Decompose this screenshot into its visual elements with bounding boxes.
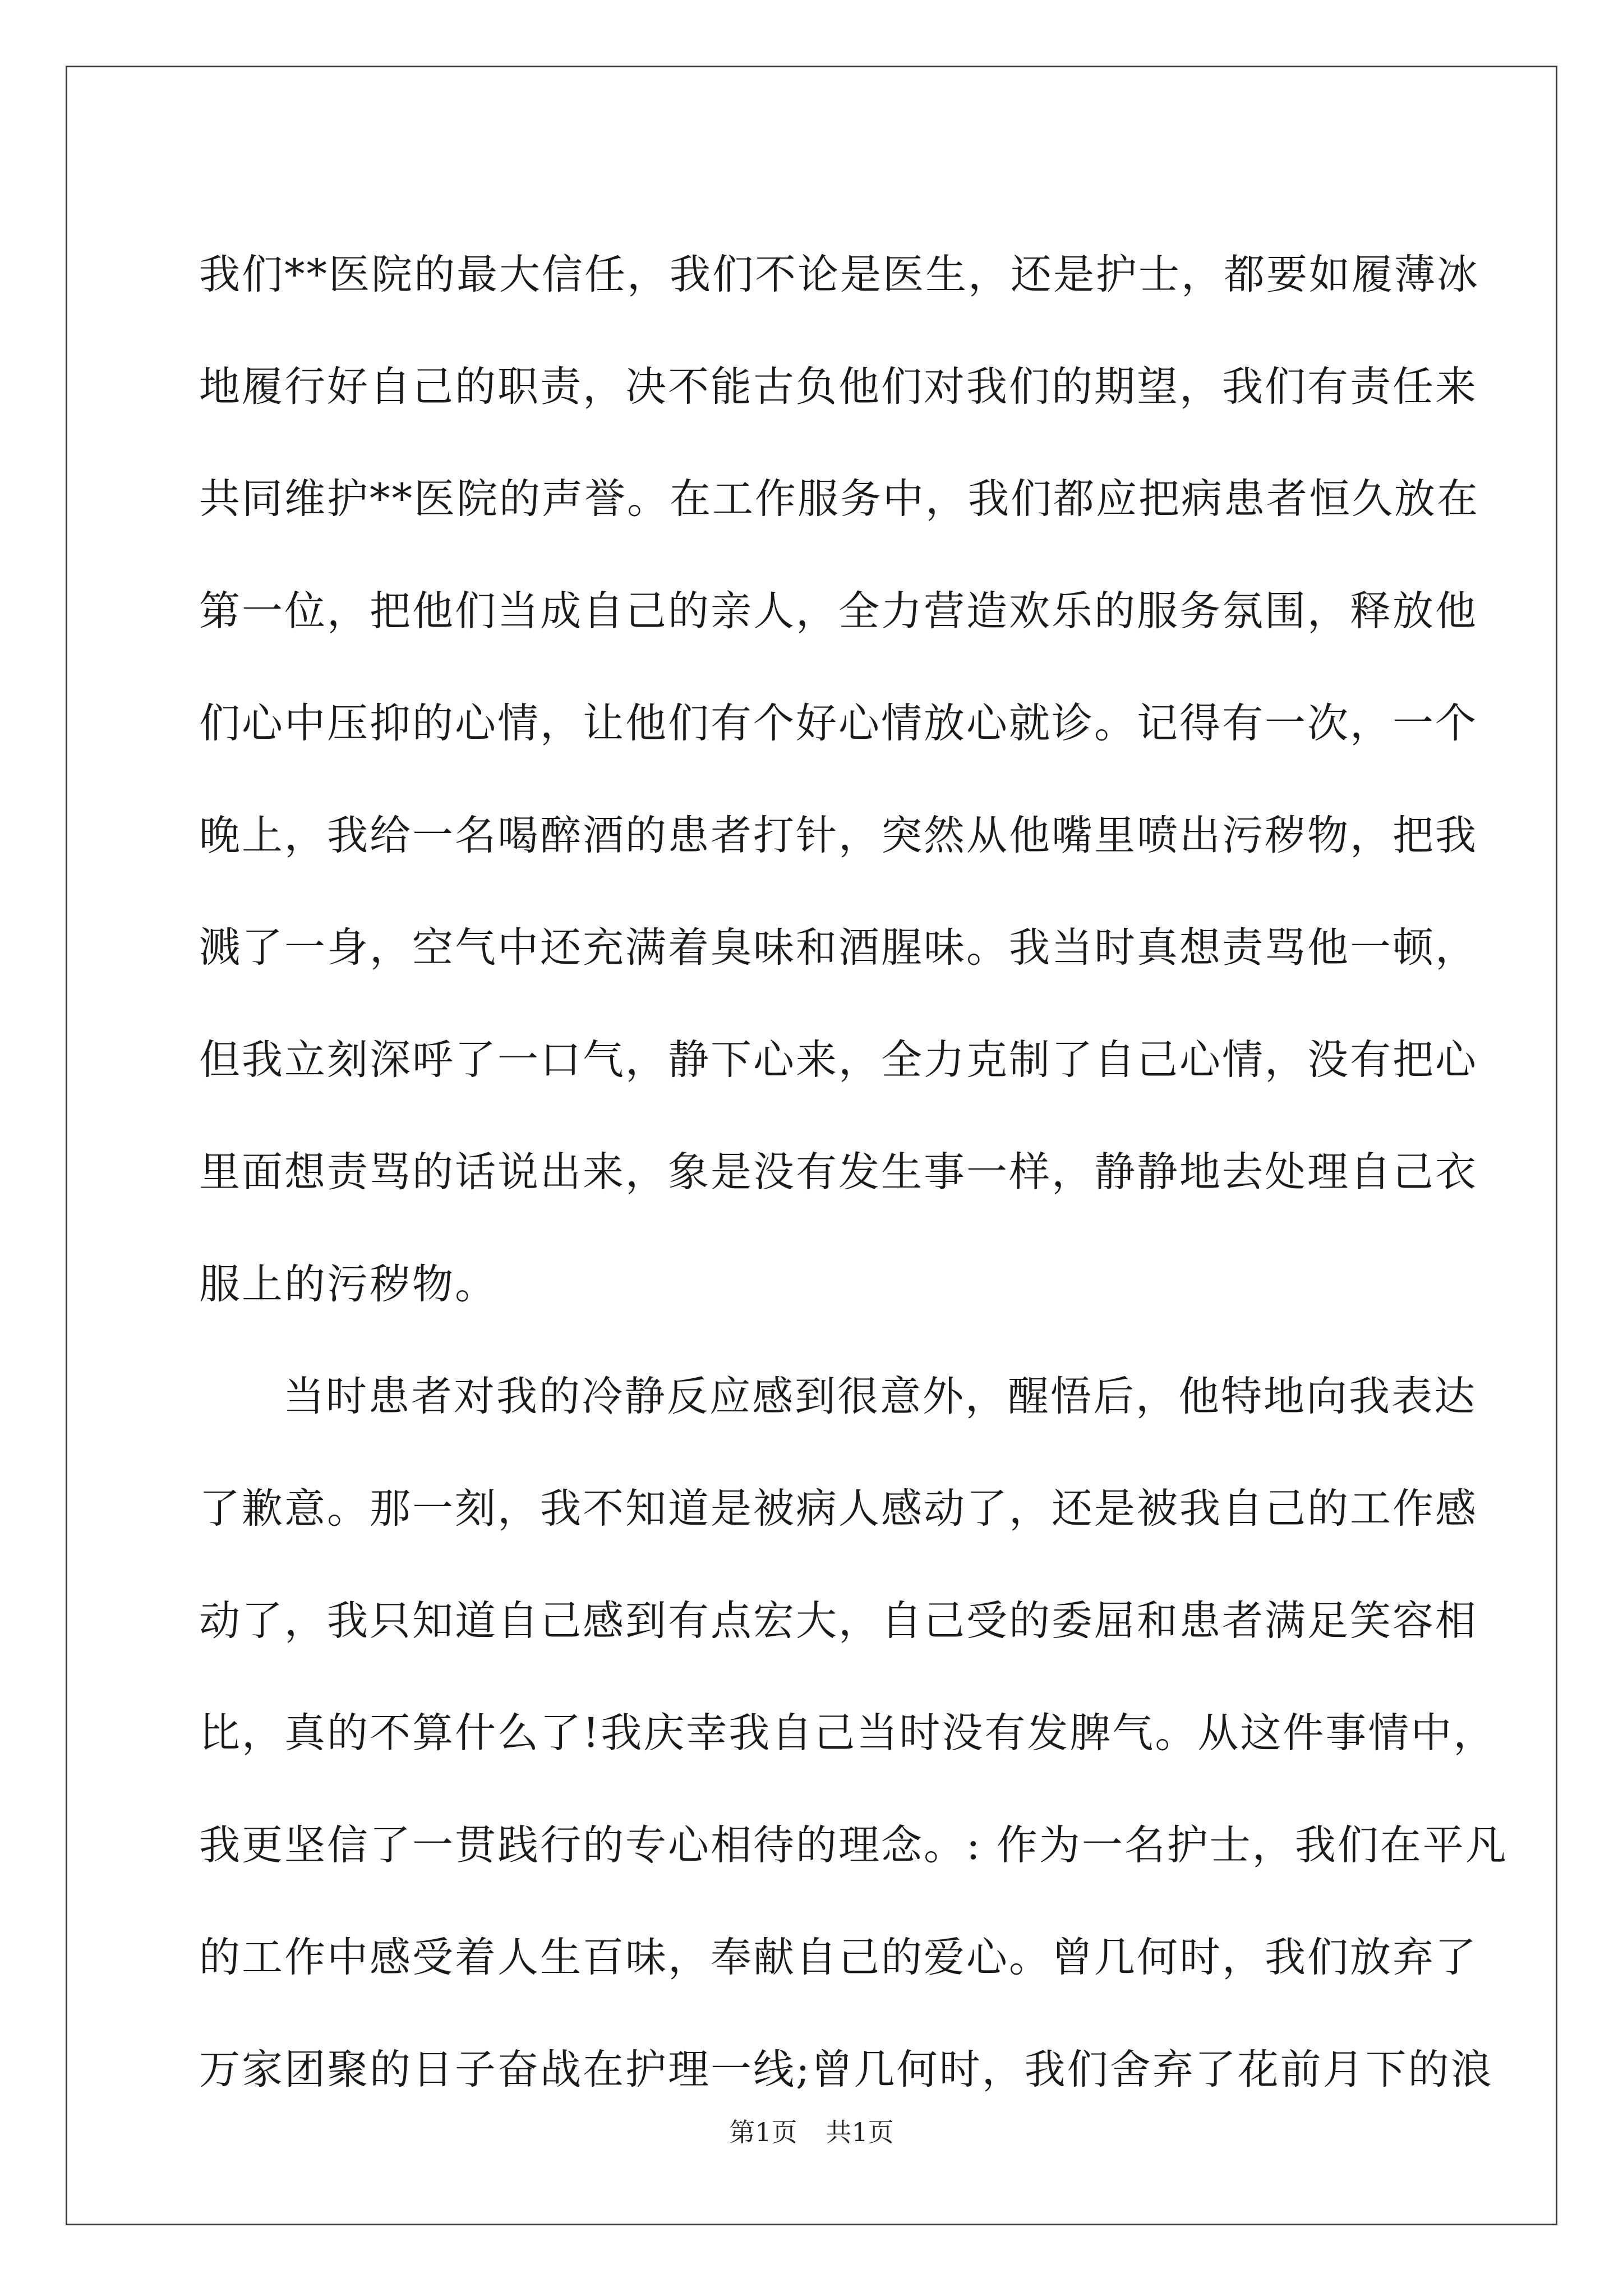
text-line: 里面想责骂的话说出来，象是没有发生事一样，静静地去处理自己衣: [199, 1148, 1478, 1196]
text-line: 我们**医院的最大信任，我们不论是医生，还是护士，都要如履薄冰: [199, 251, 1479, 298]
text-line: 共同维护**医院的声誉。在工作服务中，我们都应把病患者恒久放在: [199, 475, 1479, 523]
text-line: 溅了一身，空气中还充满着臭味和酒腥味。我当时真想责骂他一顿，: [199, 924, 1478, 972]
text-line: 地履行好自己的职责，决不能古负他们对我们的期望，我们有责任来: [199, 363, 1478, 411]
page-total: 共1页: [826, 2117, 894, 2147]
text-line: 的工作中感受着人生百味，奉献自己的爱心。曾几何时，我们放弃了: [199, 1934, 1478, 1981]
text-line: 晚上，我给一名喝醉酒的患者打针，突然从他嘴里喷出污秽物，把我: [199, 812, 1478, 859]
page-number: 第1页: [729, 2117, 797, 2147]
text-line: 第一位，把他们当成自己的亲人，全力营造欢乐的服务氛围，释放他: [199, 587, 1478, 635]
text-line: 动了，我只知道自己感到有点宏大，自己受的委屈和患者满足笑容相: [199, 1597, 1478, 1645]
text-line: 但我立刻深呼了一口气，静下心来，全力克制了自己心情，没有把心: [199, 1036, 1478, 1084]
paragraph-start-line: 当时患者对我的冷静反应感到很意外，醒悟后，他特地向我表达: [283, 1373, 1477, 1420]
text-line: 我更坚信了一贯践行的专心相待的理念。: 作为一名护士，我们在平凡: [199, 1821, 1508, 1869]
document-body: [199, 219, 1508, 2126]
text-line: 服上的污秽物。: [199, 1260, 497, 1308]
page-footer: [0, 2112, 1623, 2149]
text-line: 们心中压抑的心情，让他们有个好心情放心就诊。记得有一次，一个: [199, 700, 1478, 747]
text-line: 万家团聚的日子奋战在护理一线;曾几何时，我们舍弃了花前月下的浪: [199, 2046, 1493, 2093]
text-line: 了歉意。那一刻，我不知道是被病人感动了，还是被我自己的工作感: [199, 1485, 1478, 1533]
text-line: 比，真的不算什么了!我庆幸我自己当时没有发脾气。从这件事情中，: [199, 1709, 1496, 1757]
